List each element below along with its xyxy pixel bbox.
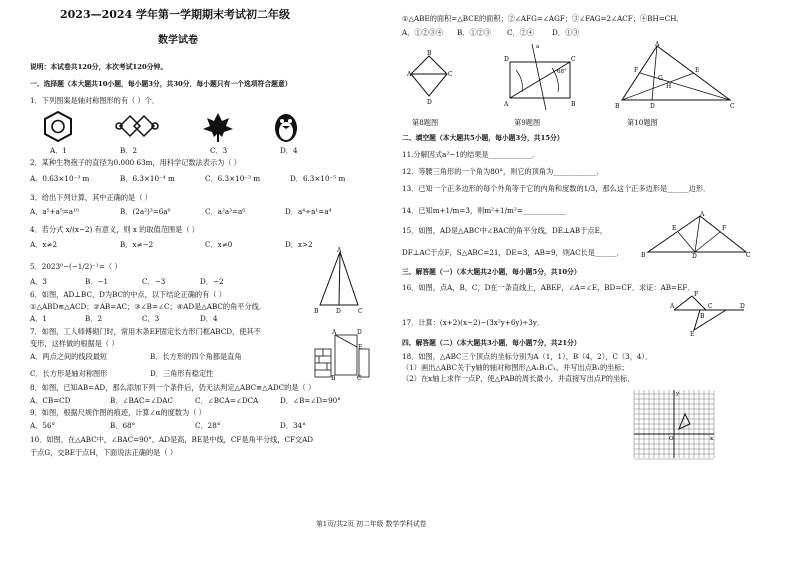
question-6-statements: ①△ABD≌△ACD；②AB=AC；③∠B=∠C；④AD是△ABC的角平分线． <box>30 302 267 311</box>
q9-label-c: C <box>571 56 576 63</box>
question-5: 5．2023⁰−(−1/2)⁻¹=（ ） <box>30 262 122 271</box>
q6-label-b: B <box>314 308 319 315</box>
q6-option-d: D．4 <box>200 314 218 323</box>
question-4: 4．若分式 x/(x−2) 有意义，则 x 的取值范围是（ ） <box>30 225 199 234</box>
knot-figure <box>116 116 158 136</box>
q9-label-a: A <box>504 101 509 108</box>
q4-option-b: B．x≠−2 <box>120 240 154 249</box>
question-18-part-2: （2）在x轴上求作一点P，使△PAB的周长最小，并直接写出点P的坐标． <box>402 374 635 383</box>
q3-option-c: C．a²a³=a⁶ <box>205 207 246 216</box>
question-15: 15．如图，AD是△ABC中∠BAC的角平分线，DE⊥AB于点E， <box>402 226 608 235</box>
caption-fig-8: 第8题图 <box>412 118 439 127</box>
q10-label-g: G <box>658 75 663 82</box>
axis-label-origin: O <box>669 436 674 442</box>
exam-title: 2023—2024 学年第一学期期末考试初二年级 <box>60 8 291 21</box>
q7-figure <box>313 325 371 380</box>
q2-option-c: C．6.3×10⁻³ m <box>205 174 261 183</box>
q10-option-b: B．①②③ <box>457 28 492 37</box>
q1-option-a: A．1 <box>50 146 67 155</box>
q10-label-c: C <box>730 103 735 110</box>
q15-label-b: B <box>641 252 646 258</box>
q9-option-a: A．56° <box>30 421 56 430</box>
q6-label-a: A <box>337 247 342 254</box>
q16-label-e: E <box>690 331 695 338</box>
q10-figure <box>612 40 737 114</box>
caption-fig-10: 第10题图 <box>627 118 658 127</box>
q8-option-d: D．∠B=∠D=90° <box>280 396 341 405</box>
q6-option-c: C．3 <box>142 314 160 323</box>
q7-label-d: D <box>357 329 362 336</box>
q7-option-d: D．三角形有稳定性 <box>150 369 214 378</box>
q15-label-d: D <box>692 253 697 258</box>
q10-label-d: D <box>650 103 655 110</box>
q8-label-b: B <box>427 50 432 57</box>
q15-label-c: C <box>746 252 751 258</box>
q8-label-d: D <box>427 99 432 106</box>
question-15-cont: DF⊥AC于点F，S△ABC=21，DE=3，AB=9，则AC长是______． <box>402 248 624 257</box>
q4-option-c: C．x≠0 <box>205 240 233 249</box>
q7-option-c: C．长方形是轴对称图形 <box>30 369 108 378</box>
q10-option-d: D．①③ <box>552 28 580 37</box>
q7-label-c: C <box>357 375 362 380</box>
section-1-heading: 一、选择题（本大题共10小题，每小题3分，共30分．每小题只有一个选项符合题意） <box>30 80 292 88</box>
penguin-figure <box>275 114 297 142</box>
q10-label-b: B <box>615 103 620 110</box>
question-10: 10．如图，在△ABC中，∠BAC=90°，AD是高，BE是中线，CF是角平分线，CF交AD <box>30 435 314 444</box>
question-18-part-1: （1）画出△ABC关于y轴的轴对称图形△A₁B₁C₁，并写出点B₁的坐标； <box>402 363 629 372</box>
q2-option-a: A．0.63×10⁻³ m <box>30 174 90 183</box>
q9-angle-label: 68° <box>557 69 567 75</box>
q15-label-e: E <box>672 225 677 232</box>
question-2: 2．某种生物孢子的直径为0.000 63m，用科学记数法表示为（ ） <box>30 158 241 167</box>
q3-option-b: B．(2a²)³=6a⁶ <box>120 207 171 216</box>
exam-subtitle: 数学试卷 <box>158 35 198 46</box>
q8-option-c: C．∠BCA=∠DCA <box>195 396 259 405</box>
question-11: 11.分解因式a²−1的结果是____________． <box>402 150 540 159</box>
q2-option-b: B．6.3×10⁻⁴ m <box>120 174 175 183</box>
q10-option-c: C．②④ <box>507 28 535 37</box>
q16-label-c: C <box>708 303 713 310</box>
q9-option-c: C．28° <box>195 421 221 430</box>
q7-label-b: B <box>331 375 336 380</box>
q4-option-d: D．x>2 <box>285 240 313 249</box>
axis-label-x: x <box>710 436 714 442</box>
question-17: 17．计算：(x+2)(x−2)−(3x²y+6y)÷3y． <box>402 318 545 327</box>
q4-option-a: A．x≠2 <box>30 240 58 249</box>
q16-figure <box>670 290 750 338</box>
section-2-heading: 二、填空题（本大题共5小题，每小题3分，共15分） <box>402 134 564 142</box>
q3-option-d: D．a⁴÷a¹=a⁴ <box>285 207 332 216</box>
q6-option-b: B．2 <box>85 314 103 323</box>
q7-option-b: B．长方形的四个角都是直角 <box>150 352 242 361</box>
q10-label-f: F <box>634 67 639 74</box>
q6-figure <box>310 247 370 317</box>
section-3-heading: 三、解答题（一）（本大题共2小题，每小题5分，共10分） <box>402 268 581 276</box>
q5-option-d: D．−2 <box>200 277 224 286</box>
q10-label-h: H <box>666 83 672 90</box>
coordinate-grid <box>632 388 716 460</box>
q8-option-b: B．∠BAC=∠DAC <box>110 396 173 405</box>
q16-label-d: D <box>740 303 745 310</box>
section-4-heading: 四、解答题（二）（本大题共3小题，每小题7分，共21分） <box>402 339 581 347</box>
q9-label-d: D <box>504 56 509 63</box>
q1-option-c: C．3 <box>210 146 228 155</box>
q6-option-a: A．1 <box>30 314 47 323</box>
q10-label-a: A <box>655 41 660 48</box>
q9-alpha-label: a <box>536 44 540 50</box>
q16-label-f: F <box>694 291 699 298</box>
q6-label-d: D <box>336 308 341 315</box>
question-9: 9．如图，根据尺规作图的痕迹，计算∠α的度数为（ ） <box>30 408 206 417</box>
question-10-cont: 于点G，交BE于点H，下面说法正确的是（ ） <box>30 448 178 457</box>
question-13: 13．已知一个正多边形的每个外角等于它的内角和度数的1/3，那么这个正多边形是______边形． <box>402 184 711 193</box>
exam-note: 说明：本试卷共120分，本次考试120分钟。 <box>30 63 168 71</box>
maple-leaf-figure <box>203 113 233 142</box>
q8-label-c: C <box>448 71 453 78</box>
q16-label-b: B <box>700 313 705 320</box>
q7-option-a: A．两点之间的线段最短 <box>30 352 108 361</box>
question-7: 7．如图，工人师傅砌门时，常用木条EF固定长方形门框ABCD，使其不 <box>30 327 261 336</box>
axis-label-y: y <box>676 391 680 397</box>
q8-label-a: A <box>407 71 412 78</box>
question-7-cont: 变形，这样做的根据是（ ） <box>30 339 119 348</box>
q10-option-a: A．①②③④ <box>402 28 444 37</box>
q8-option-a: A．CB=CD <box>30 396 71 405</box>
q9-option-d: D．34° <box>280 421 306 430</box>
q3-option-a: A．a⁵+a⁵=a¹⁰ <box>30 207 79 216</box>
q15-label-f: F <box>722 225 727 232</box>
question-3: 3．给出下列计算，其中正确的是（ ） <box>30 193 152 202</box>
question-18: 18．如图，△ABC三个顶点的坐标分别为A（1，1），B（4，2），C（3，4）． <box>402 352 653 361</box>
q15-figure <box>640 210 752 258</box>
q16-label-a: A <box>670 303 675 310</box>
hex-nut-figure <box>45 112 71 141</box>
q10-label-e: E <box>695 67 700 74</box>
q9-label-b: B <box>571 101 576 108</box>
question-6: 6．如图，AD⊥BC，D为BC的中点，以下结论正确的有（ ） <box>30 290 226 299</box>
q15-label-a: A <box>700 211 705 218</box>
q5-option-a: A．3 <box>30 277 47 286</box>
page-footer: 第1页/共2页 初二年级 数学学科试卷 <box>316 520 427 528</box>
question-12: 12．等腰三角形的一个角为80°，则它的顶角为____________． <box>402 167 604 176</box>
q8-figure <box>407 48 457 108</box>
q2-option-d: D．6.3×10⁻⁵ m <box>290 174 346 183</box>
question-8: 8．如图，已知AB=AD，那么添加下列一个条件后，仍无法判定△ABC≌△ADC的是（ ） <box>30 383 316 392</box>
q1-option-b: B．2 <box>120 146 138 155</box>
question-1: 1．下列图案是轴对称图形的有（ ）个． <box>30 96 160 105</box>
q9-option-b: B．68° <box>110 421 136 430</box>
q1-option-d: D．4 <box>280 146 298 155</box>
question-16: 16．如图，点A，B，C，D在一条直线上，ABEF，∠A=∠E，BD=CF．求证：AB=EF． <box>402 283 695 292</box>
q5-option-c: C．−3 <box>142 277 166 286</box>
q6-label-c: C <box>358 308 363 315</box>
caption-fig-9: 第9题图 <box>514 118 541 127</box>
q10-statements: ①△ABE的面积=△BCE的面积；②∠AFG=∠AGF；③∠FAG=2∠ACF；④BH=CH． <box>402 14 684 23</box>
q1-figures <box>30 110 320 144</box>
q7-label-e: E <box>358 344 363 351</box>
question-14: 14．已知m+1/m=3，则m²+1/m²=____________ <box>402 206 566 215</box>
q7-label-a: A <box>332 329 337 336</box>
q5-option-b: B．−1 <box>85 277 109 286</box>
q9-figure <box>502 40 582 114</box>
